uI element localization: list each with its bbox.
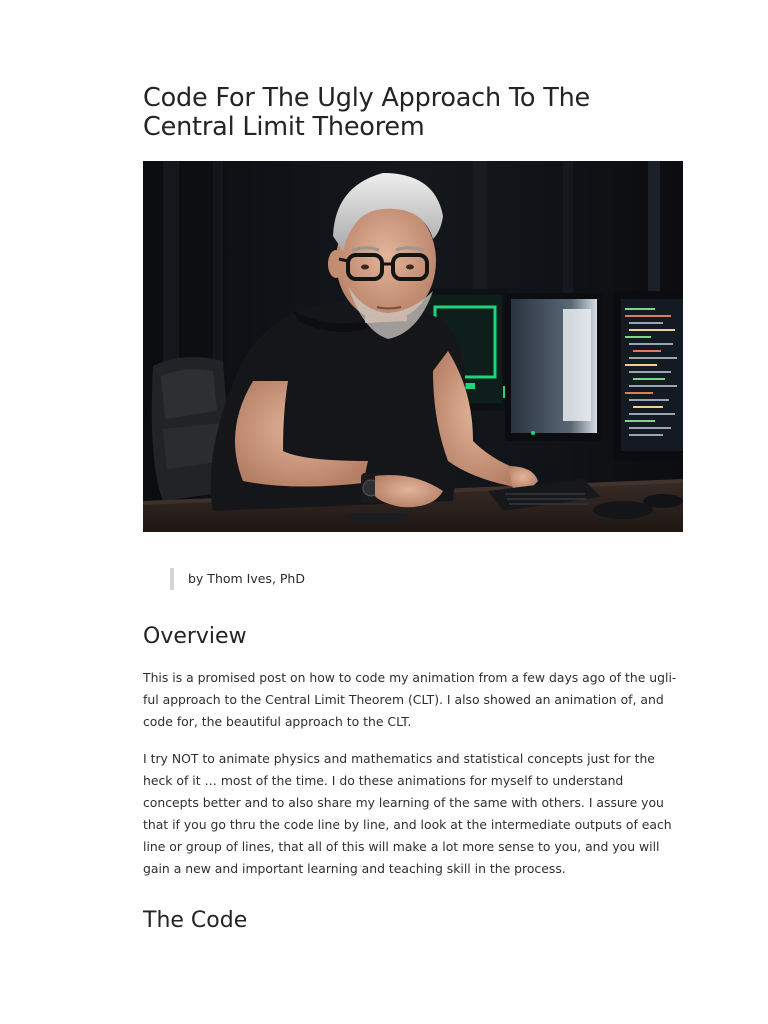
overview-paragraph-1: This is a promised post on how to code my animation from a few days ago of the ugli-ful approach to the Central Limit Theorem (CLT). I also showed an animation of, and code for, the beautiful approach to the CLT. [143, 670, 677, 729]
article-title: Code For The Ugly Approach To The Central Limit Theorem [143, 83, 591, 142]
hero-image [143, 161, 683, 532]
section-heading-the-code: The Code [143, 908, 248, 933]
article [143, 84, 683, 935]
man-at-computer-photo [143, 161, 683, 532]
author-byline: by Thom Ives, PhD [170, 568, 683, 590]
section-heading-overview: Overview [143, 624, 247, 649]
overview-paragraph-2: I try NOT to animate physics and mathematics and statistical concepts just for the heck of it … most of the time. I do these animations for myself to understand concepts better and to also share my learning of the same with others. I assure you that if you go thru the code line by line, and look at the intermediate outputs of each line or group of lines, that all of this will make a lot more sense to you, and you will gain a new and important learning and teaching skill in the process. [143, 751, 672, 876]
